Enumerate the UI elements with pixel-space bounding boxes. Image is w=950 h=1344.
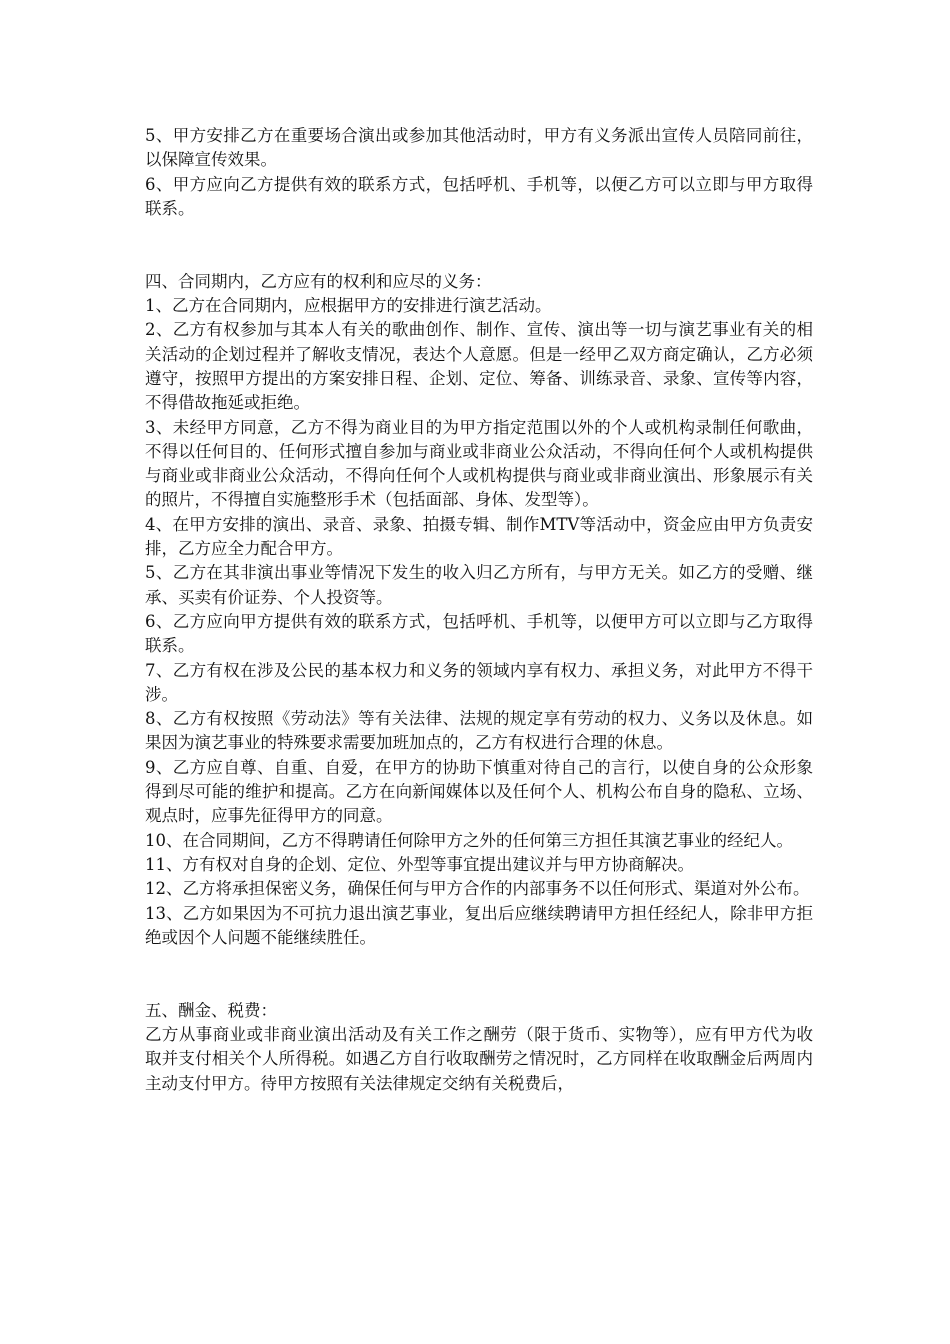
paragraph-s5-body: 乙方从事商业或非商业演出活动及有关工作之酬劳（限于货币、实物等），应有甲方代为收取并支付相关个人所得税。如遇乙方自行收取酬劳之情况时，乙方同样在收取酬金后两周内主动支付甲方。待甲方按照有关法律规定交纳有关税费后， bbox=[145, 1024, 813, 1093]
section-4-heading: 四、合同期内，乙方应有的权利和应尽的义务： bbox=[145, 271, 492, 291]
paragraph-s3-item-5: 5、甲方安排乙方在重要场合演出或参加其他活动时，甲方有义务派出宣传人员陪同前往，以保障宣传效果。 bbox=[145, 126, 813, 170]
paragraph-s3-item-6: 6、甲方应向乙方提供有效的联系方式，包括呼机、手机等，以便乙方可以立即与甲方取得联系。 bbox=[145, 174, 813, 218]
paragraph-s4-item-1: 1、乙方在合同期内，应根据甲方的安排进行演艺活动。 bbox=[145, 296, 552, 316]
paragraph-s4-item-4: 4、在甲方安排的演出、录音、录象、拍摄专辑、制作MTV等活动中，资金应由甲方负责安排，乙方应全力配合甲方。 bbox=[145, 514, 813, 559]
paragraph-s4-item-3: 3、未经甲方同意，乙方不得为商业目的为甲方指定范围以外的个人或机构录制任何歌曲，不得以任何目的、任何形式擅自参加与商业或非商业公众活动，不得向任何个人或机构提供与商业或非商业公众活动，不得向任何个人或机构提供与商业或非商业演出、形象展示有关的照片，不得擅自实施整形手术（包括面部、身体、发型等）。 bbox=[145, 417, 813, 510]
paragraph-s4-item-12: 12、乙方将承担保密义务，确保任何与甲方合作的内部事务不以任何形式、渠道对外公布。 bbox=[145, 879, 810, 899]
paragraph-s4-item-2: 2、乙方有权参加与其本人有关的歌曲创作、制作、宣传、演出等一切与演艺事业有关的相关活动的企划过程并了解收支情况，表达个人意愿。但是一经甲乙双方商定确认，乙方必须遵守，按照甲方提出的方案安排日程、企划、定位、筹备、训练录音、录象、宣传等内容，不得借故拖延或拒绝。 bbox=[145, 320, 813, 413]
paragraph-s4-item-7: 7、乙方有权在涉及公民的基本权力和义务的领域内享有权力、承担义务，对此甲方不得干涉。 bbox=[145, 660, 813, 704]
paragraph-s4-item-13: 13、乙方如果因为不可抗力退出演艺事业，复出后应继续聘请甲方担任经纪人，除非甲方拒绝或因个人问题不能继续胜任。 bbox=[145, 903, 813, 947]
document-body bbox=[145, 124, 813, 1096]
paragraph-s4-item-9: 9、乙方应自尊、自重、自爱，在甲方的协助下慎重对待自己的言行，以使自身的公众形象得到尽可能的维护和提高。乙方在向新闻媒体以及任何个人、机构公布自身的隐私、立场、观点时，应事先征得甲方的同意。 bbox=[145, 757, 813, 826]
paragraph-s4-item-6: 6、乙方应向甲方提供有效的联系方式，包括呼机、手机等，以便甲方可以立即与乙方取得联系。 bbox=[145, 611, 813, 656]
paragraph-s4-item-10: 10、在合同期间，乙方不得聘请任何除甲方之外的任何第三方担任其演艺事业的经纪人。 bbox=[145, 830, 793, 850]
section-5-heading: 五、酬金、税费： bbox=[145, 1000, 277, 1020]
spacer bbox=[145, 221, 813, 270]
paragraph-s4-item-5: 5、乙方在其非演出事业等情况下发生的收入归乙方所有，与甲方无关。如乙方的受赠、继承、买卖有价证券、个人投资等。 bbox=[145, 563, 813, 607]
paragraph-s4-item-11: 11、方有权对自身的企划、定位、外型等事宜提出建议并与甲方协商解决。 bbox=[145, 854, 694, 874]
paragraph-s4-item-8: 8、乙方有权按照《劳动法》等有关法律、法规的规定享有劳动的权力、义务以及休息。如果因为演艺事业的特殊要求需要加班加点的，乙方有权进行合理的休息。 bbox=[145, 709, 813, 753]
spacer bbox=[145, 950, 813, 999]
